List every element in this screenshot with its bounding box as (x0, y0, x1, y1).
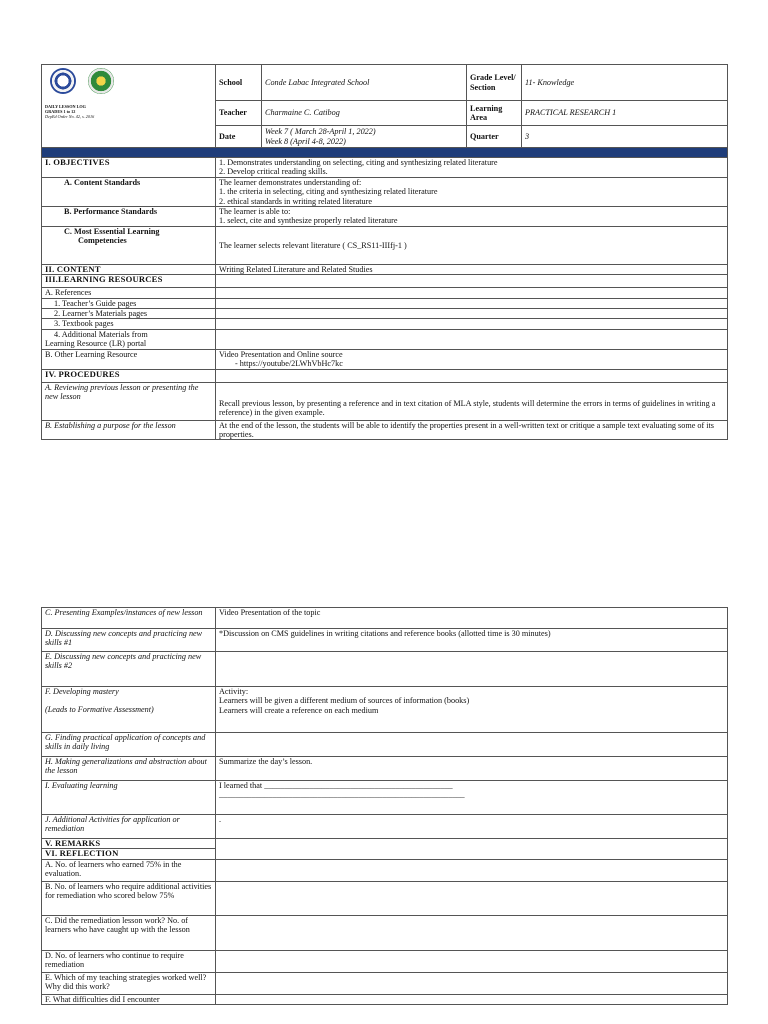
objective-1: 1. Demonstrates understanding on selecting, citing and synthesizing related literature (219, 158, 498, 167)
content-text: Writing Related Literature and Related Studies (216, 264, 728, 274)
procedure-j-text: . (216, 815, 728, 839)
learning-resources-value (216, 275, 728, 288)
reflection-e-value (216, 972, 728, 994)
other-resource-label: B. Other Learning Resource (42, 349, 216, 369)
textbook-value (216, 319, 728, 329)
reflection-label: VI. REFLECTION (42, 849, 216, 859)
performance-standard-2: 1. select, cite and synthesize properly related literature (219, 216, 398, 226)
logo-line2: GRADES 1 to 12 (45, 108, 76, 114)
procedure-b-label: B. Establishing a purpose for the lesson (42, 420, 216, 440)
procedure-f-label-line1: F. Developing mastery (45, 687, 119, 696)
activity-line2: Learners will create a reference on each medium (219, 705, 379, 715)
teachers-guide-label: 1. Teacher’s Guide pages (42, 298, 216, 308)
melc-label-line1: C. Most Essential Learning (64, 226, 160, 236)
references-value (216, 288, 728, 298)
school-value: Conde Labac Integrated School (262, 65, 467, 101)
objectives-text (216, 158, 728, 178)
content-standard-1: The learner demonstrates understanding of: (219, 177, 362, 187)
procedure-e-text (216, 652, 728, 687)
school-seal-icon (88, 68, 114, 94)
melc-text: The learner selects relevant literature ( CS_RS11-IIIfj-1 ) (216, 226, 728, 264)
references-label: A. References (42, 288, 216, 298)
reflection-f-label: F. What difficulties did I encounter (42, 994, 216, 1004)
melc-label (42, 226, 216, 264)
date-week7: Week 7 ( March 28-April 1, 2022) (265, 127, 376, 137)
procedure-i-text (216, 781, 728, 815)
procedure-f-label-line2: (Leads to Formative Assessment) (45, 705, 154, 715)
performance-standard-1: The learner is able to: (219, 207, 291, 217)
procedure-c-text: Video Presentation of the topic (216, 608, 728, 629)
logo-caption (45, 105, 94, 119)
other-resource-text (216, 349, 728, 369)
content-label: II. CONTENT (42, 264, 216, 274)
teachers-guide-value (216, 298, 728, 308)
teacher-value: Charmaine C. Catibog (262, 101, 467, 126)
procedure-h-label: H. Making generalizations and abstraction about the lesson (42, 757, 216, 781)
lesson-log-header-table (41, 64, 728, 148)
procedure-f-label (42, 687, 216, 733)
reflection-f-value (216, 994, 728, 1004)
quarter-value: 3 (522, 126, 728, 148)
content-standard-2: 1. the criteria in selecting, citing and synthesizing related literature (219, 187, 438, 197)
procedures-label: IV. PROCEDURES (42, 369, 216, 382)
lesson-log-procedures-table (41, 607, 728, 1005)
procedure-e-label: E. Discussing new concepts and practicing new skills #2 (42, 652, 216, 687)
procedure-h-text: Summarize the day’s lesson. (216, 757, 728, 781)
grade-label: Grade Level/ Section (467, 65, 522, 101)
reflection-b-value (216, 881, 728, 915)
logo-line1: DAILY LESSON LOG (45, 104, 86, 109)
additional-materials-label (42, 329, 216, 349)
learning-area-value: PRACTICAL RESEARCH 1 (522, 101, 728, 126)
reflection-c-value (216, 915, 728, 950)
activity-line1: Learners will be given a different medium of sources of information (books) (219, 696, 470, 706)
youtube-link[interactable]: - https://youtube/2LWhVbHc7kc (235, 359, 343, 369)
reflection-c-label: C. Did the remediation lesson work? No. of learners who have caught up with the lesson (42, 915, 216, 950)
grade-value: 11- Knowledge (522, 65, 728, 101)
logo-cell (42, 65, 216, 148)
reflection-d-label: D. No. of learners who continue to require remediation (42, 950, 216, 972)
content-standards-text (216, 177, 728, 206)
procedure-j-label: J. Additional Activities for application or remediation (42, 815, 216, 839)
date-label: Date (216, 126, 262, 148)
teacher-label: Teacher (216, 101, 262, 126)
learners-materials-value (216, 309, 728, 319)
reflection-b-label: B. No. of learners who require additional activities for remediation who scored below 75% (42, 881, 216, 915)
learners-materials-label: 2. Learner’s Materials pages (42, 309, 216, 319)
other-resource-line1: Video Presentation and Online source (219, 349, 343, 359)
activity-heading: Activity: (219, 687, 249, 696)
reflection-a-label: A. No. of learners who earned 75% in the evaluation. (42, 859, 216, 881)
objective-2: 2. Develop critical reading skills. (219, 167, 328, 177)
deped-seal-icon (50, 68, 76, 94)
logo-line3: DepEd Order No. 42, s. 2016 (45, 113, 95, 119)
procedure-a-label: A. Reviewing previous lesson or presenting the new lesson (42, 382, 216, 420)
learning-area-label: Learning Area (467, 101, 522, 126)
procedure-g-text (216, 733, 728, 757)
lesson-log-main-table (41, 147, 728, 440)
procedures-value (216, 369, 728, 382)
additional-materials-value (216, 329, 728, 349)
remarks-label: V. REMARKS (42, 839, 216, 849)
reflection-d-value (216, 950, 728, 972)
procedure-g-label: G. Finding practical application of concepts and skills in daily living (42, 733, 216, 757)
quarter-label: Quarter (467, 126, 522, 148)
remarks-value (216, 839, 728, 860)
reflection-e-label: E. Which of my teaching strategies worked well? Why did this work? (42, 972, 216, 994)
reflection-a-value (216, 859, 728, 881)
textbook-label: 3. Textbook pages (42, 319, 216, 329)
procedure-f-text (216, 687, 728, 733)
procedure-i-label: I. Evaluating learning (42, 781, 216, 815)
content-standards-label: A. Content Standards (42, 177, 216, 206)
date-week8: Week 8 (April 4-8, 2022) (265, 136, 346, 146)
additional-materials-line1: 4. Additional Materials from (54, 329, 148, 339)
procedure-b-text: At the end of the lesson, the students will be able to identify the properties present in a well-written text or critique a sample text evaluating some of its properties. (216, 420, 728, 440)
procedure-a-text: Recall previous lesson, by presenting a reference and in text citation of MLA style, students will determine the errors in terms of guidelines in writing a reference) in the given example. (216, 382, 728, 420)
performance-standards-label: B. Performance Standards (42, 207, 216, 227)
melc-label-line2: Competencies (78, 236, 127, 246)
objectives-label: I. OBJECTIVES (42, 158, 216, 178)
procedure-d-text: *Discussion on CMS guidelines in writing citations and reference books (allotted time is 30 minutes) (216, 629, 728, 652)
procedure-c-label: C. Presenting Examples/instances of new lesson (42, 608, 216, 629)
procedure-d-label: D. Discussing new concepts and practicing new skills #1 (42, 629, 216, 652)
learning-resources-label: III.LEARNING RESOURCES (42, 275, 216, 288)
evaluation-line1: I learned that ______________________________________________ (219, 781, 453, 790)
date-value (262, 126, 467, 148)
performance-standards-text (216, 207, 728, 227)
evaluation-line2: ____________________________________________________________ (219, 790, 465, 800)
section-bar (42, 148, 728, 158)
content-standard-3: 2. ethical standards in writing related literature (219, 196, 373, 206)
school-label: School (216, 65, 262, 101)
additional-materials-line2: Learning Resource (LR) portal (45, 339, 147, 349)
